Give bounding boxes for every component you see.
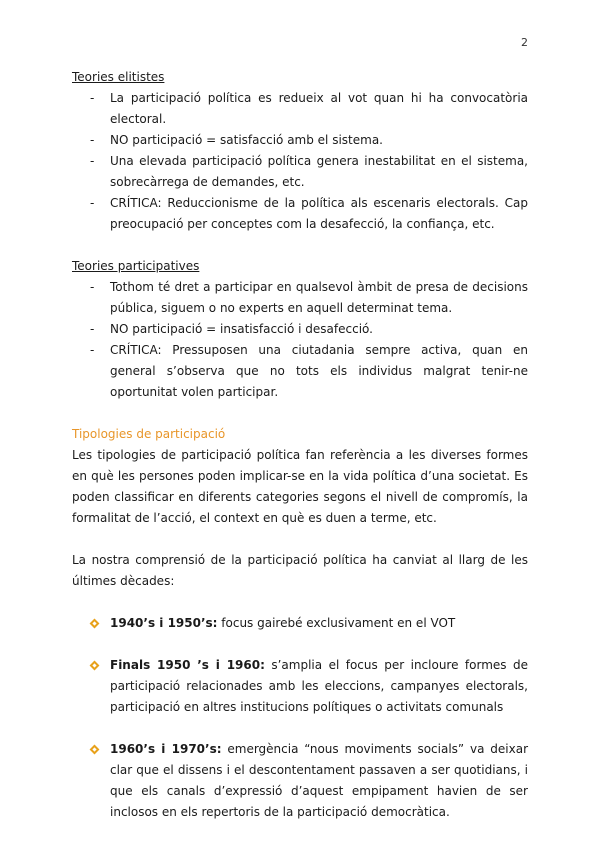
diamond-bullet-icon <box>90 745 100 755</box>
period-label: 1940’s i 1950’s: <box>110 616 218 630</box>
list-item: - NO participació = satisfacció amb el sistema. <box>90 133 383 147</box>
list-item: - Tothom té dret a participar en qualsevol àmbit de presa de decisions pública, siguem o no experts en aquell determinat tema. <box>90 280 528 315</box>
list-item: - CRÍTICA: Reduccionisme de la política als escenaris electorals. Cap preocupació per conceptes com la desafecció, la confiança, etc. <box>90 196 528 231</box>
participative-theories-list <box>72 277 528 403</box>
list-item-text: CRÍTICA: Reduccionisme de la política als escenaris electorals. Cap preocupació per conceptes com la desafecció, la confiança, etc. <box>110 196 528 231</box>
list-item-text: CRÍTICA: Pressuposen una ciutadania sempre activa, quan en general s’observa que no tots els individus malgrat tenir-ne oportunitat volen participar. <box>110 343 528 399</box>
periods-list <box>72 613 528 823</box>
list-item: - NO participació = insatisfacció i desafecció. <box>90 322 373 336</box>
list-item-text: NO participació = insatisfacció i desafecció. <box>110 322 373 336</box>
page-number: 2 <box>521 36 528 49</box>
list-item-text: La participació política es redueix al vot quan hi ha convocatòria electoral. <box>110 91 528 126</box>
elitist-theories-list <box>72 88 528 235</box>
period-item <box>72 655 528 718</box>
period-text: s’amplia el focus per incloure formes de participació relacionades amb les eleccions, campanyes electorals, participació en altres institucions polítiques o activitats comunals <box>110 658 529 714</box>
period-label: Finals 1950 ’s i 1960: <box>110 658 265 672</box>
diamond-bullet-icon <box>90 661 100 671</box>
period-text: focus gairebé exclusivament en el VOT <box>217 616 456 630</box>
period-item <box>72 739 528 823</box>
period-item <box>72 613 528 634</box>
list-item-text: Una elevada participació política genera inestabilitat en el sistema, sobrecàrrega de demandes, etc. <box>110 154 528 189</box>
period-label: 1960’s i 1970’s: <box>110 742 222 756</box>
typologies-intro: La nostra comprensió de la participació política ha canviat al llarg de les últimes dècades: <box>72 553 528 588</box>
list-item: - La participació política es redueix al vot quan hi ha convocatòria electoral. <box>90 91 528 126</box>
period-text: emergència “nous moviments socials” va deixar clar que el dissens i el descontentament passaven a ser quotidians, i que els canals d’expressió d’aquest empipament havien de ser inclosos en els repertoris de la participació democràtica. <box>110 742 528 819</box>
list-item-text: Tothom té dret a participar en qualsevol àmbit de presa de decisions pública, siguem o no experts en aquell determinat tema. <box>110 280 528 315</box>
typologies-paragraph: Les tipologies de participació política fan referència a les diverses formes en què les persones poden implicar-se en la vida política d’una societat. Es poden classificar en diferents categories segons el nivell de compromís, la formalitat de l’acció, el context en què es duen a terme, etc. <box>72 448 528 525</box>
participative-theories-heading: Teories participatives <box>72 259 200 273</box>
elitist-theories-heading: Teories elitistes <box>72 70 165 84</box>
typologies-section-title: Tipologies de participació <box>72 427 226 441</box>
list-item: - Una elevada participació política genera inestabilitat en el sistema, sobrecàrrega de demandes, etc. <box>90 154 528 189</box>
diamond-bullet-icon <box>90 619 100 629</box>
list-item: - CRÍTICA: Pressuposen una ciutadania sempre activa, quan en general s’observa que no tots els individus malgrat tenir-ne oportunitat volen participar. <box>90 343 528 399</box>
list-item-text: NO participació = satisfacció amb el sistema. <box>110 133 383 147</box>
document-body <box>72 67 528 823</box>
